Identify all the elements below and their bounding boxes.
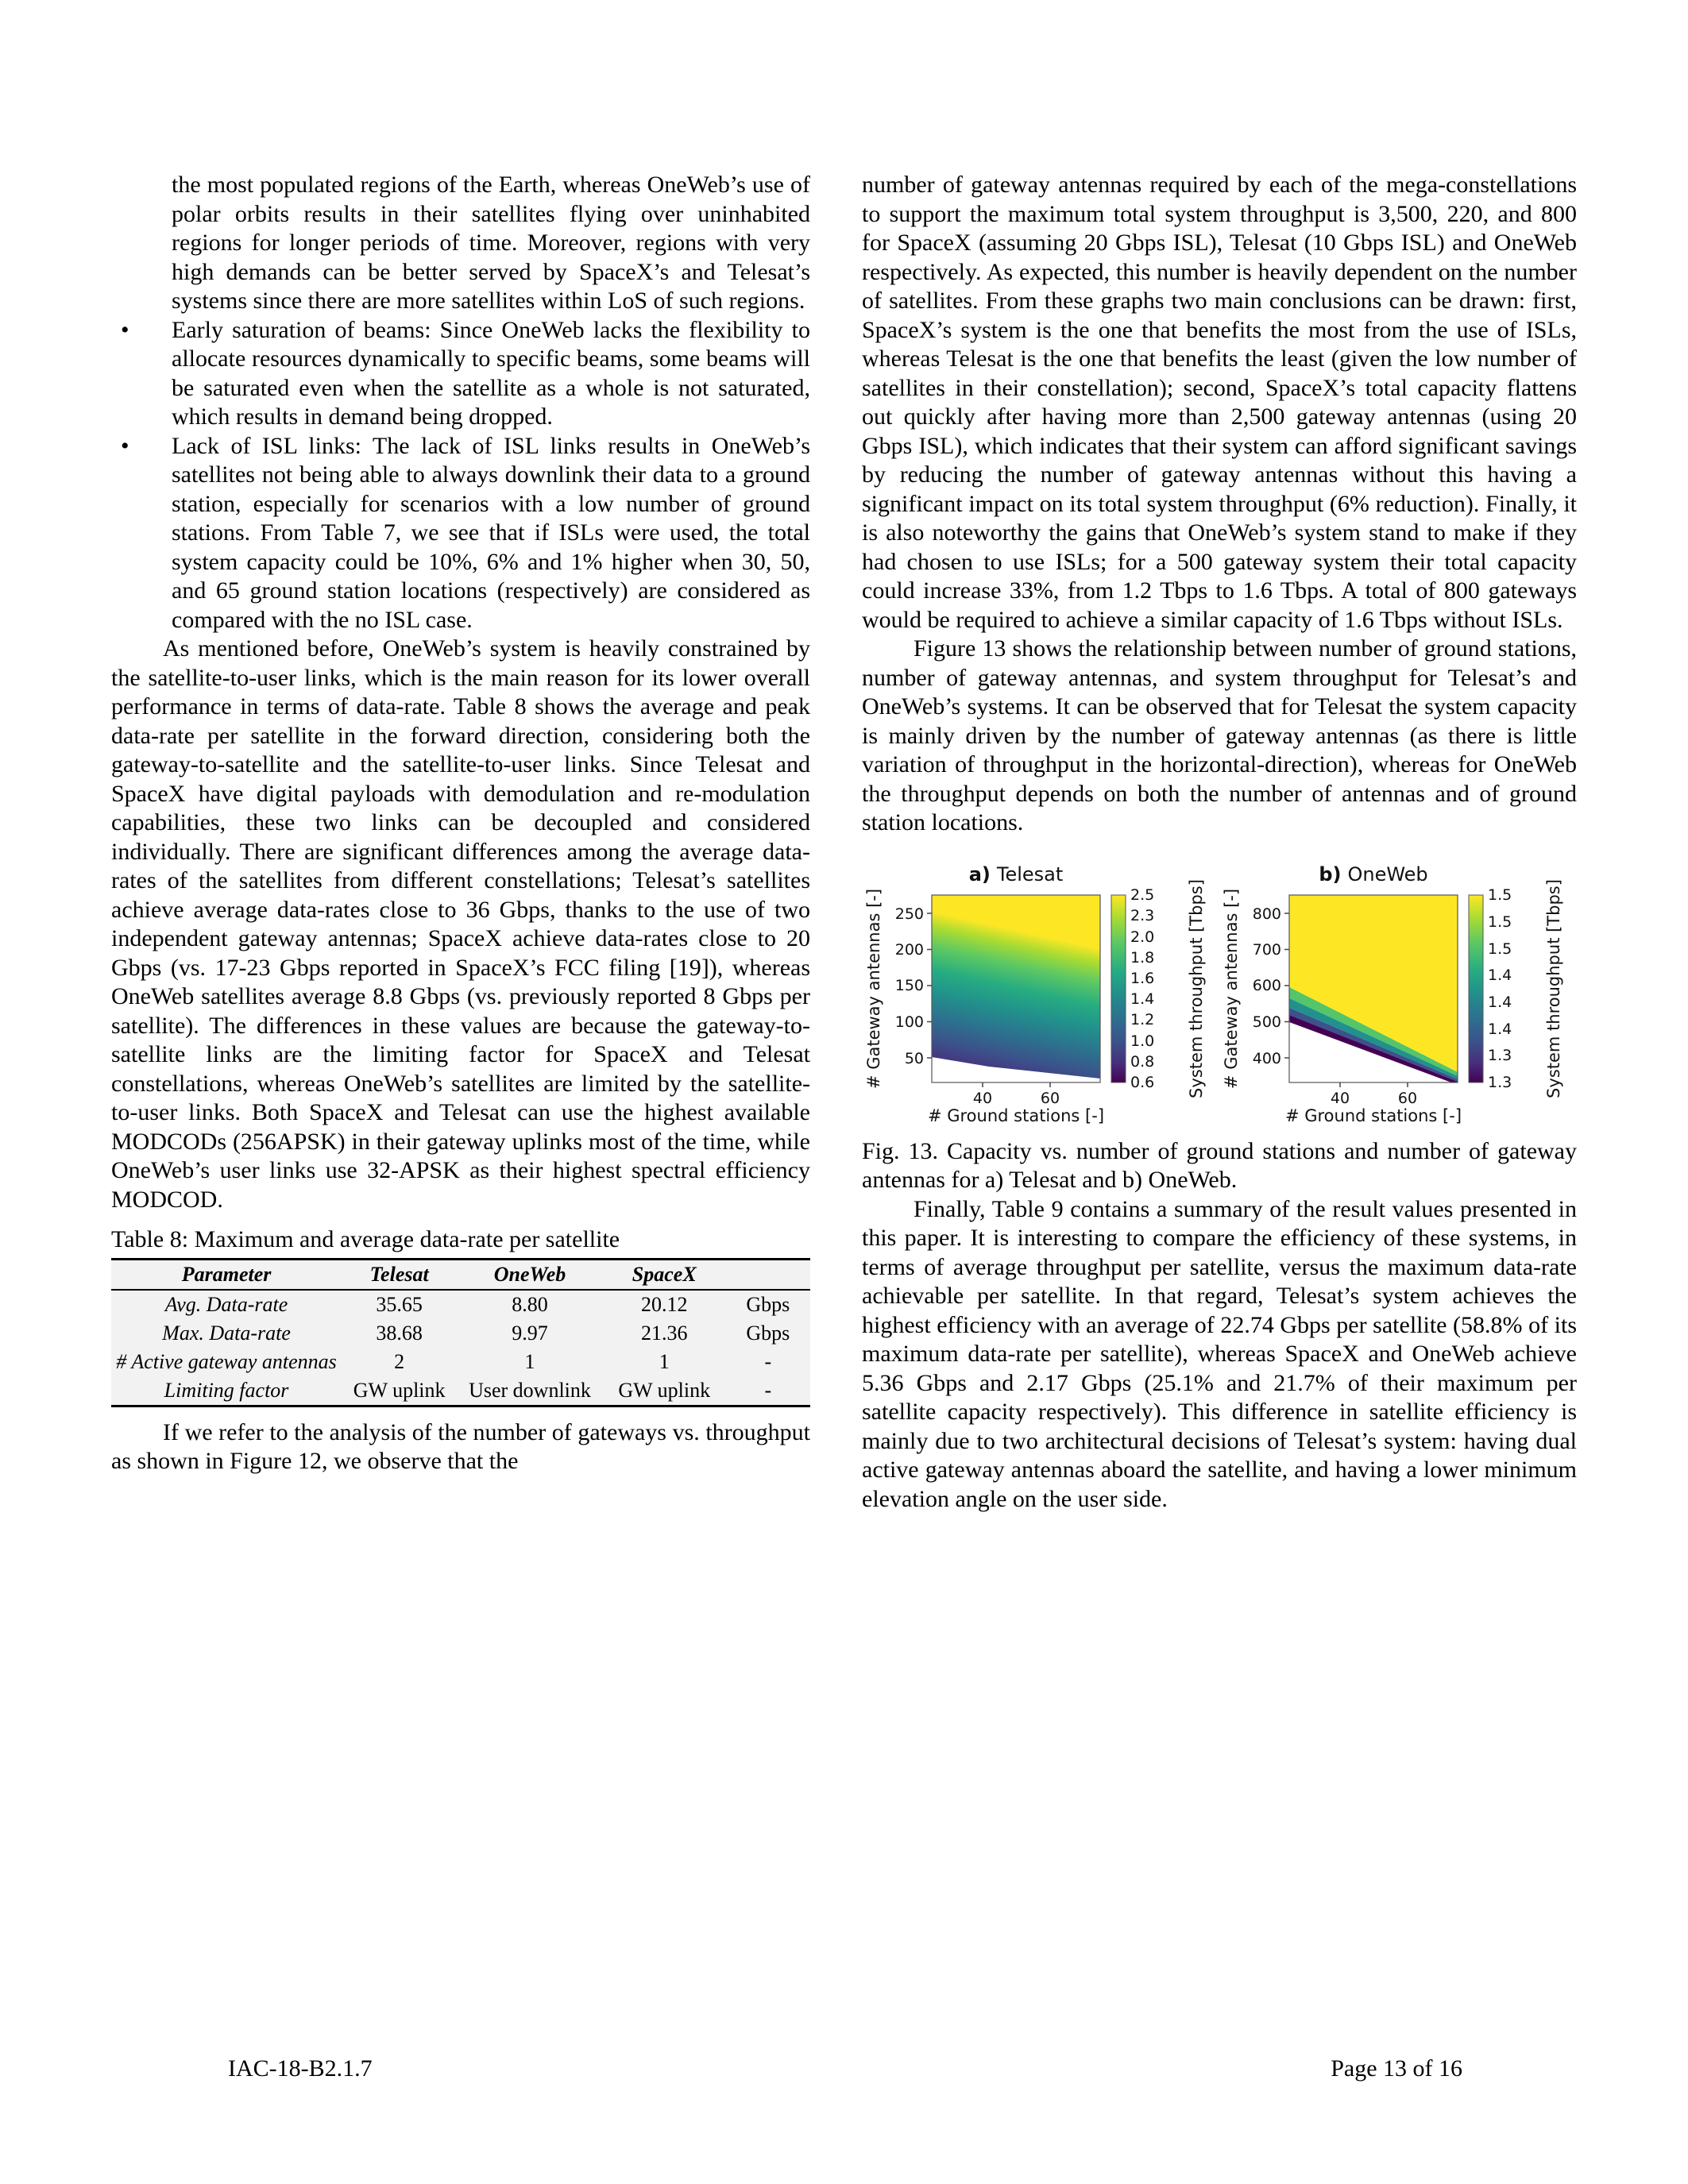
y-tick: 700 — [1252, 940, 1281, 959]
y-tick: 200 — [894, 940, 924, 959]
table-cell: 1 — [524, 1349, 535, 1373]
y-tick: 250 — [894, 905, 924, 923]
paragraph-summary: Finally, Table 9 contains a summary of the result values presented in this paper. It is interesting to compare the efficiency of these systems, in terms of average throughput per satellite, versus the maximum data-rate achievable per satellite. In that regard, Telesat’s system achieves the highest efficiency with an average of 22.74 Gbps per satellite (58.8% of its maximum data-rate per satellite), whereas SpaceX and OneWeb achieve 5.36 Gbps and 2.17 Gbps (25.1% and 21.7% of their maximum per satellite capacity respectively). This difference in satellite efficiency is mainly due to two architectural decisions of Telesat’s system: having dual active gateway antennas aboard the satellite, and having a lower minimum elevation angle on the user side. — [862, 1195, 1577, 1512]
table-cell: 21.36 — [640, 1321, 688, 1345]
colorbar-tick: 2.5 — [1130, 886, 1155, 904]
table-cell: Gbps — [746, 1321, 790, 1345]
paragraph-datarates: As mentioned before, OneWeb’s system is heavily constrained by the satellite-to-user links, which is the main reason for its lower overall performance in terms of data-rate. Table 8 shows the average and peak data-rate per satellite in the forward direction, considering both the gateway-to-satellite and the satellite-to-user links. Since Telesat and SpaceX have digital payloads with demodulation and re-modulation capabilities, these two links can be decoupled and considered individually. There are significant differences among the average data-rates of the satellites from different constellations; Telesat’s satellites achieve average data-rates close to 36 Gbps, thanks to the use of two independent gateway antennas; SpaceX achieve data-rates close to 20 Gbps (vs. 17-23 Gbps reported in SpaceX’s FCC filing [19]), whereas OneWeb satellites average 8.8 Gbps (vs. previously reported 8 Gbps per satellite). The differences in these values are because the gateway-to-satellite links are the limiting factor for SpaceX and Telesat constellations, whereas OneWeb’s satellites are limited by the satellite-to-user links. Both SpaceX and Telesat can use the highest available MODCODs (256APSK) in their gateway uplinks most of the time, while OneWeb’s user links use 32-APSK as their highest spectral efficiency MODCOD. — [111, 635, 810, 1213]
bullet-continuation-text: the most populated regions of the Earth, whereas OneWeb’s use of polar orbits results in their satellites flying over uninhabited regions for longer periods of time. Moreover, regions with very high demands can be better served by SpaceX’s and Telesat’s systems since there are more satellites within LoS of such regions. — [172, 172, 810, 314]
y-tick-marks — [927, 913, 932, 1058]
colorbar-tick: 1.2 — [1130, 1010, 1155, 1028]
figure-13a-telesat-heatmap — [862, 859, 1219, 1125]
table-cell: - — [764, 1378, 772, 1402]
table-cell: # Active gateway antennas — [116, 1349, 337, 1373]
table-8-header — [726, 1259, 810, 1290]
right-column — [862, 171, 1577, 1514]
colorbar-a — [1111, 895, 1126, 1082]
table-cell: 35.65 — [376, 1292, 423, 1316]
table-cell: Avg. Data-rate — [164, 1292, 288, 1316]
bullet-marker: • — [121, 316, 129, 343]
footer-paper-id: IAC-18-B2.1.7 — [228, 2055, 373, 2082]
y-tick-marks — [1284, 913, 1289, 1058]
table-8-header: SpaceX — [632, 1262, 697, 1286]
paragraph-gateways: If we refer to the analysis of the number of gateways vs. throughput as shown in Figure 12, we observe that the — [111, 1418, 810, 1474]
colorbar-label: System throughput [Tbps] — [1544, 878, 1563, 1098]
left-column — [111, 171, 810, 1476]
table-8-header-row — [111, 1259, 810, 1290]
table-cell: Limiting factor — [164, 1378, 289, 1402]
table-8-header: Parameter — [181, 1262, 272, 1286]
table-8-header: Telesat — [369, 1262, 429, 1286]
colorbar-tick: 1.3 — [1488, 1046, 1512, 1064]
table-cell: GW uplink — [353, 1378, 446, 1402]
y-tick: 800 — [1252, 905, 1281, 923]
y-tick: 400 — [1252, 1049, 1281, 1067]
subplot-a-title: a) Telesat — [968, 862, 1064, 886]
table-8-header: OneWeb — [493, 1262, 566, 1286]
y-tick: 150 — [894, 976, 924, 994]
footer-page-number: Page 13 of 16 — [1331, 2055, 1462, 2082]
colorbar-tick: 0.6 — [1130, 1073, 1155, 1091]
x-tick: 40 — [972, 1089, 993, 1107]
x-axis-label: # Ground stations [-] — [927, 1106, 1105, 1125]
y-tick: 100 — [894, 1013, 924, 1031]
table-cell: Max. Data-rate — [162, 1321, 291, 1345]
bullet-text: Early saturation of beams: Since OneWeb lacks the flexibility to allocate resources dynamically to specific beams, some beams will be saturated even when the satellite as a whole is not saturated, which results in demand being dropped. — [172, 316, 810, 430]
figure-13 — [862, 859, 1577, 1125]
table-row — [111, 1348, 810, 1376]
y-tick: 600 — [1252, 976, 1281, 994]
colorbar-tick: 1.0 — [1130, 1032, 1155, 1050]
table-cell: User downlink — [469, 1378, 591, 1402]
table-cell: 38.68 — [376, 1321, 423, 1345]
heatmap-a-surface — [932, 895, 1100, 1082]
table-cell: 8.80 — [512, 1292, 548, 1316]
table-cell: - — [764, 1349, 772, 1373]
colorbar-tick: 1.5 — [1488, 940, 1512, 958]
colorbar-tick: 0.8 — [1130, 1052, 1155, 1071]
table-row — [111, 1376, 810, 1406]
table-row — [111, 1319, 810, 1348]
subplot-b-title: b) OneWeb — [1319, 862, 1428, 886]
x-tick: 60 — [1040, 1089, 1060, 1107]
colorbar-b — [1469, 895, 1483, 1082]
table-cell: GW uplink — [618, 1378, 711, 1402]
x-tick-marks — [983, 1082, 1050, 1087]
bullet-text: Lack of ISL links: The lack of ISL links results in OneWeb’s satellites not being able to always downlink their data to a ground station, especially for scenarios with a low number of ground stations. From Table 7, we see that if ISLs were used, the total system capacity could be 10%, 6% and 1% higher when 30, 50, and 65 ground station locations (respectively) are considered as compared with the no ISL case. — [172, 432, 810, 633]
x-tick-marks — [1340, 1082, 1408, 1087]
bullet-marker: • — [121, 432, 129, 459]
table-8 — [111, 1258, 810, 1407]
colorbar-tick: 1.8 — [1130, 948, 1155, 967]
colorbar-tick: 1.4 — [1130, 990, 1155, 1008]
paragraph-figure13: Figure 13 shows the relationship between number of ground stations, number of gateway antennas, and system throughput for Telesat’s and OneWeb’s systems. It can be observed that for Telesat the system capacity is mainly driven by the number of gateway antennas (as there is little variation of throughput in the horizontal-direction), whereas for OneWeb the throughput depends on both the number of antennas and of ground station locations. — [862, 635, 1577, 835]
y-axis-label: # Gateway antennas [-] — [1222, 888, 1241, 1089]
figure-13b-oneweb-heatmap — [1219, 859, 1577, 1125]
colorbar-tick: 1.5 — [1488, 886, 1512, 904]
colorbar-tick: 2.0 — [1130, 928, 1155, 946]
table-8-caption: Table 8: Maximum and average data-rate per satellite — [111, 1226, 620, 1252]
paragraph-gateway-count: number of gateway antennas required by each of the mega-constellations to support the maximum total system throughput is 3,500, 220, and 800 for SpaceX (assuming 20 Gbps ISL), Telesat (10 Gbps ISL) and OneWeb respectively. As expected, this number is heavily dependent on the number of satellites. From these graphs two main conclusions can be drawn: first, SpaceX’s system is the one that benefits the most from the use of ISLs, whereas Telesat is the one that benefits the least (given the low number of satellites in their constellation); second, SpaceX’s total capacity flattens out quickly after having more than 2,500 gateway antennas (using 20 Gbps ISL), which indicates that their system can afford significant savings by reducing the number of gateway antennas without this having a significant impact on its total system throughput (6% reduction). Finally, it is also noteworthy the gains that OneWeb’s system stand to make if they had chosen to use ISLs; for a 500 gateway system their total capacity could increase 33%, from 1.2 Tbps to 1.6 Tbps. A total of 800 gateways would be required to achieve a similar capacity of 1.6 Tbps without ISLs. — [862, 172, 1577, 633]
table-cell: Gbps — [746, 1292, 790, 1316]
colorbar-tick: 2.3 — [1130, 906, 1155, 924]
colorbar-tick: 1.6 — [1130, 969, 1155, 987]
colorbar-tick: 1.4 — [1488, 1020, 1512, 1038]
colorbar-tick: 1.4 — [1488, 966, 1512, 984]
y-tick: 500 — [1252, 1013, 1281, 1031]
colorbar-tick: 1.3 — [1488, 1073, 1512, 1091]
x-tick: 60 — [1397, 1089, 1418, 1107]
colorbar-tick: 1.4 — [1488, 993, 1512, 1011]
bullet-item-lack-of-isl — [111, 432, 810, 635]
table-cell: 1 — [659, 1349, 670, 1373]
table-cell: 9.97 — [512, 1321, 548, 1345]
figure-13-caption: Fig. 13. Capacity vs. number of ground stations and number of gateway antennas for a) Telesat and b) OneWeb. — [862, 1137, 1577, 1193]
table-cell: 20.12 — [640, 1292, 688, 1316]
table-cell: 2 — [394, 1349, 405, 1373]
y-tick: 50 — [904, 1049, 924, 1067]
page-footer — [228, 2055, 1462, 2082]
table-row — [111, 1290, 810, 1319]
bullet-item-early-saturation — [111, 316, 810, 432]
x-tick: 40 — [1330, 1089, 1350, 1107]
colorbar-label: System throughput [Tbps] — [1187, 878, 1206, 1098]
colorbar-tick: 1.5 — [1488, 913, 1512, 931]
y-axis-label: # Gateway antennas [-] — [864, 888, 883, 1089]
x-axis-label: # Ground stations [-] — [1284, 1106, 1462, 1125]
